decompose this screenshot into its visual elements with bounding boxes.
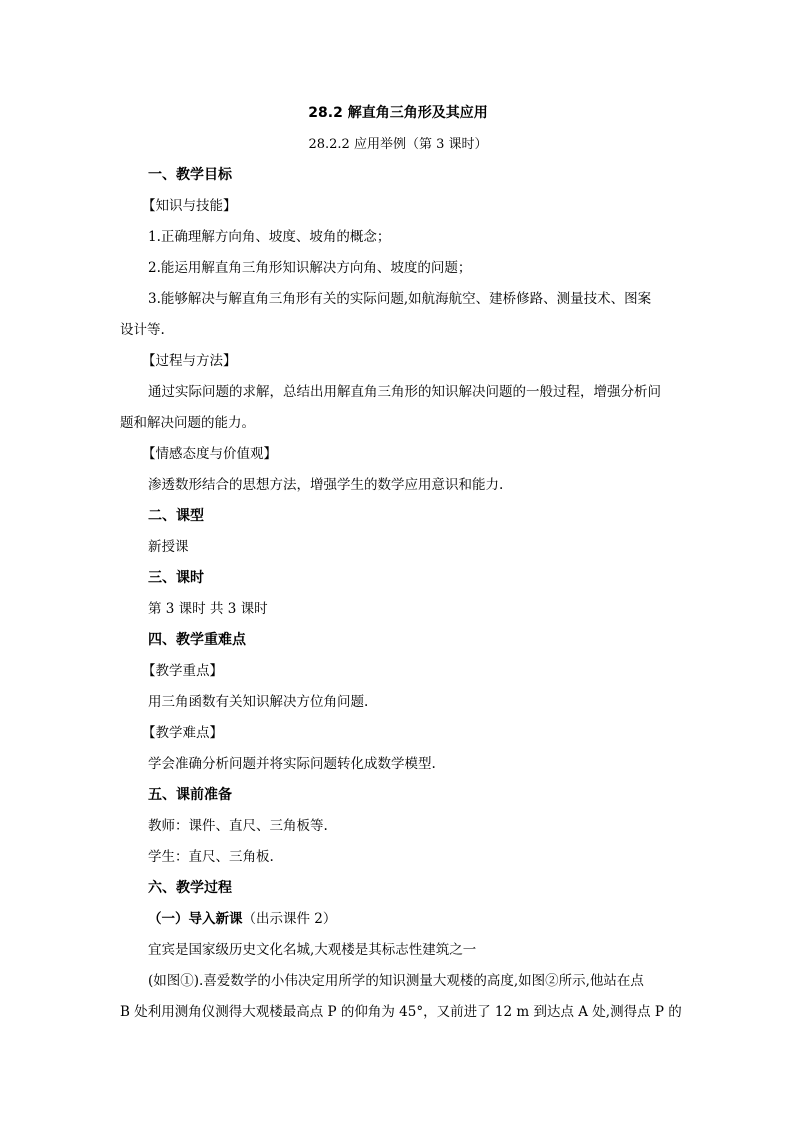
document-page: [120, 98, 682, 1028]
key-point-text: 用三角函数有关知识解决方位角问题.: [148, 694, 369, 710]
label-key-point: 【教学重点】: [142, 663, 223, 679]
process-text-line-2: 题和解决问题的能力。: [120, 415, 255, 431]
subsection-intro: [120, 904, 676, 935]
label-process-method: 【过程与方法】: [142, 353, 237, 369]
section-heading-objectives: 一、教学目标: [148, 167, 232, 183]
subsection-intro-title: （一）导入新课: [148, 911, 243, 927]
label-knowledge-skills: 【知识与技能】: [142, 198, 237, 214]
label-difficult-point: 【教学难点】: [142, 725, 223, 741]
objective-item-2: 2.能运用解直角三角形知识解决方向角、坡度的问题；: [148, 260, 472, 276]
intro-paragraph-2-line-2: B 处利用测角仪测得大观楼最高点 P 的仰角为 45°，又前进了 12 m 到达点 A 处,测得点 P 的: [120, 1004, 682, 1020]
label-emotion-values: 【情感态度与价值观】: [142, 446, 277, 462]
preparation-teacher: 教师：课件、直尺、三角板等.: [148, 818, 328, 834]
objective-item-1: 1.正确理解方向角、坡度、坡角的概念；: [148, 229, 391, 245]
section-heading-periods: 三、课时: [148, 570, 204, 586]
difficult-point-text: 学会准确分析问题并将实际问题转化成数学模型.: [148, 756, 436, 772]
objective-item-3-line-2: 设计等.: [120, 322, 165, 338]
section-heading-process: 六、教学过程: [148, 880, 232, 896]
intro-paragraph-1: 宜宾是国家级历史文化名城,大观楼是其标志性建筑之一: [148, 942, 477, 958]
page-subtitle: 28.2.2 应用举例（第 3 课时）: [308, 137, 488, 152]
lesson-type-text: 新授课: [148, 539, 189, 555]
section-heading-key-difficult: 四、教学重难点: [148, 632, 246, 648]
subsection-intro-note: （出示课件 2）: [242, 911, 337, 927]
process-text-line-1: 通过实际问题的求解，总结出用解直角三角形的知识解决问题的一般过程，增强分析问: [148, 384, 661, 400]
page-title: 28.2 解直角三角形及其应用: [308, 105, 488, 121]
periods-text: 第 3 课时 共 3 课时: [148, 601, 268, 617]
objective-item-3-line-1: 3.能够解决与解直角三角形有关的实际问题,如航海航空、建桥修路、测量技术、图案: [148, 291, 652, 307]
section-heading-lesson-type: 二、课型: [148, 508, 204, 524]
intro-paragraph-2-line-1: (如图①).喜爱数学的小伟决定用所学的知识测量大观楼的高度,如图②所示,他站在点: [148, 973, 644, 989]
section-heading-preparation: 五、课前准备: [148, 787, 232, 803]
emotion-text: 渗透数形结合的思想方法，增强学生的数学应用意识和能力.: [148, 477, 504, 493]
preparation-student: 学生：直尺、三角板.: [148, 849, 274, 865]
